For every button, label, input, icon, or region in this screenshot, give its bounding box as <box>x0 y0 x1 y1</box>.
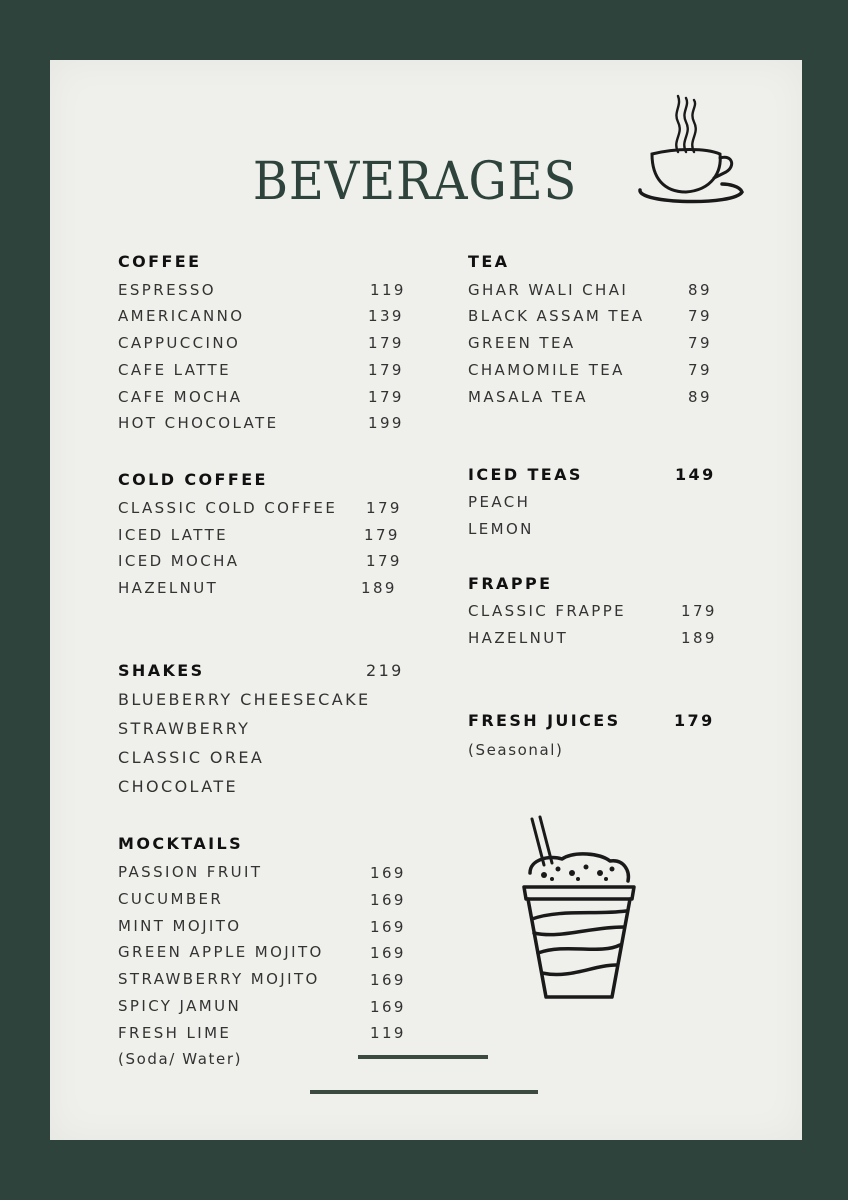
coffee-price: 179 <box>368 388 404 406</box>
mocktail-item: CUCUMBER <box>118 890 224 908</box>
tea-item: BLACK ASSAM TEA <box>468 307 645 325</box>
frappe-cup-icon <box>520 815 640 1005</box>
mocktail-price: 169 <box>370 944 406 962</box>
cold-coffee-heading: COLD COFFEE <box>118 470 268 489</box>
coffee-item: ESPRESSO <box>118 281 216 299</box>
shakes-item: BLUEBERRY CHEESECAKE <box>118 690 371 709</box>
cold-coffee-item: HAZELNUT <box>118 579 219 597</box>
coffee-item: CAFE LATTE <box>118 361 231 379</box>
shakes-price: 219 <box>366 661 404 680</box>
fresh-juices-price: 179 <box>674 711 715 730</box>
fresh-juices-note: (Seasonal) <box>468 741 564 759</box>
cold-coffee-item: ICED MOCHA <box>118 552 240 570</box>
coffee-price: 199 <box>368 414 404 432</box>
mocktail-price: 169 <box>370 971 406 989</box>
shakes-item: STRAWBERRY <box>118 719 251 738</box>
tea-item: GHAR WALI CHAI <box>468 281 629 299</box>
cold-coffee-item: ICED LATTE <box>118 526 229 544</box>
mocktail-item: MINT MOJITO <box>118 917 242 935</box>
iced-teas-item: LEMON <box>468 520 534 538</box>
frappe-price: 179 <box>681 602 717 620</box>
tea-price: 79 <box>688 334 712 352</box>
mocktail-item: SPICY JAMUN <box>118 997 242 1015</box>
frappe-price: 189 <box>681 629 717 647</box>
tea-heading: TEA <box>468 252 510 271</box>
cold-coffee-price: 179 <box>366 552 402 570</box>
divider-line <box>358 1055 488 1059</box>
cold-coffee-price: 179 <box>364 526 400 544</box>
cold-coffee-price: 179 <box>366 499 402 517</box>
tea-item: CHAMOMILE TEA <box>468 361 625 379</box>
coffee-item: HOT CHOCOLATE <box>118 414 279 432</box>
mocktail-price: 169 <box>370 918 406 936</box>
frappe-heading: FRAPPE <box>468 574 553 593</box>
frappe-item: CLASSIC FRAPPE <box>468 602 627 620</box>
iced-teas-price: 149 <box>675 465 716 484</box>
mocktail-price: 169 <box>370 998 406 1016</box>
coffee-price: 119 <box>370 281 406 299</box>
page-title: BEVERAGES <box>252 152 578 212</box>
tea-price: 89 <box>688 281 712 299</box>
mocktail-item: FRESH LIME <box>118 1024 232 1042</box>
coffee-price: 179 <box>368 361 404 379</box>
tea-item: GREEN TEA <box>468 334 576 352</box>
mocktail-price: 119 <box>370 1024 406 1042</box>
mocktail-price: 169 <box>370 891 406 909</box>
iced-teas-item: PEACH <box>468 493 531 511</box>
coffee-price: 179 <box>368 334 404 352</box>
divider-line <box>310 1090 538 1094</box>
cold-coffee-price: 189 <box>361 579 397 597</box>
tea-price: 89 <box>688 388 712 406</box>
mocktails-heading: MOCKTAILS <box>118 834 243 853</box>
mocktail-note: (Soda/ Water) <box>118 1050 243 1068</box>
coffee-price: 139 <box>368 307 404 325</box>
mocktail-item: PASSION FRUIT <box>118 863 263 881</box>
coffee-item: AMERICANNO <box>118 307 245 325</box>
mocktail-price: 169 <box>370 864 406 882</box>
coffee-item: CAFE MOCHA <box>118 388 243 406</box>
shakes-item: CHOCOLATE <box>118 777 239 796</box>
tea-item: MASALA TEA <box>468 388 588 406</box>
coffee-cup-icon <box>636 92 746 217</box>
mocktail-item: STRAWBERRY MOJITO <box>118 970 320 988</box>
tea-price: 79 <box>688 361 712 379</box>
cold-coffee-item: CLASSIC COLD COFFEE <box>118 499 338 517</box>
coffee-heading: COFFEE <box>118 252 202 271</box>
iced-teas-heading: ICED TEAS <box>468 465 583 484</box>
shakes-item: CLASSIC OREA <box>118 748 265 767</box>
coffee-item: CAPPUCCINO <box>118 334 241 352</box>
tea-price: 79 <box>688 307 712 325</box>
frappe-item: HAZELNUT <box>468 629 569 647</box>
fresh-juices-heading: FRESH JUICES <box>468 711 621 730</box>
shakes-heading: SHAKES <box>118 661 205 680</box>
mocktail-item: GREEN APPLE MOJITO <box>118 943 324 961</box>
